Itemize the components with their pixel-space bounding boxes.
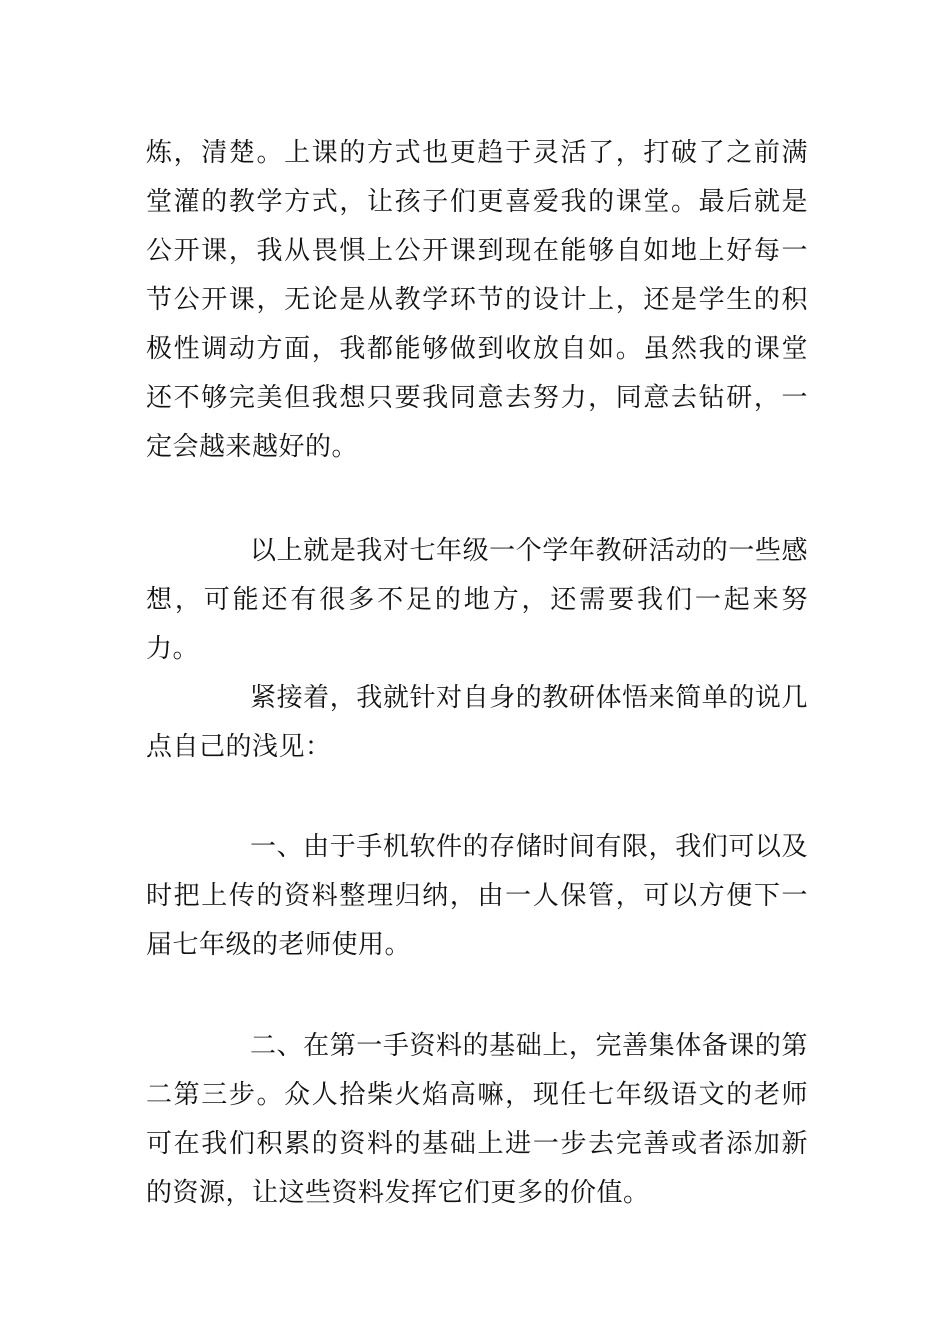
paragraph-point-two: 二、在第一手资料的基础上，完善集体备课的第二第三步。众人拾柴火焰高嘛，现任七年级语文的老师可在我们积累的资料的基础上进一步去完善或者添加新的资源，让这些资料发挥它们更多的价值。: [146, 1031, 808, 1208]
paragraph-transition: 紧接着，我就针对自身的教研体悟来简单的说几点自己的浅见：: [146, 683, 808, 762]
paragraph-point-one: 一、由于手机软件的存储时间有限，我们可以及时把上传的资料整理归纳，由一人保管，可以方便下一届七年级的老师使用。: [146, 832, 808, 960]
paragraph-summary: 以上就是我对七年级一个学年教研活动的一些感想，可能还有很多不足的地方，还需要我们一起来努力。: [146, 536, 808, 664]
paragraph-continued-reflection: 炼，清楚。上课的方式也更趋于灵活了，打破了之前满堂灌的教学方式，让孩子们更喜爱我的课堂。最后就是公开课，我从畏惧上公开课到现在能够自如地上好每一节公开课，无论是从教学环节的设计上，还是学生的积极性调动方面，我都能够做到收放自如。虽然我的课堂还不够完美但我想只要我同意去努力，同意去钻研，一定会越来越好的。: [146, 138, 808, 462]
